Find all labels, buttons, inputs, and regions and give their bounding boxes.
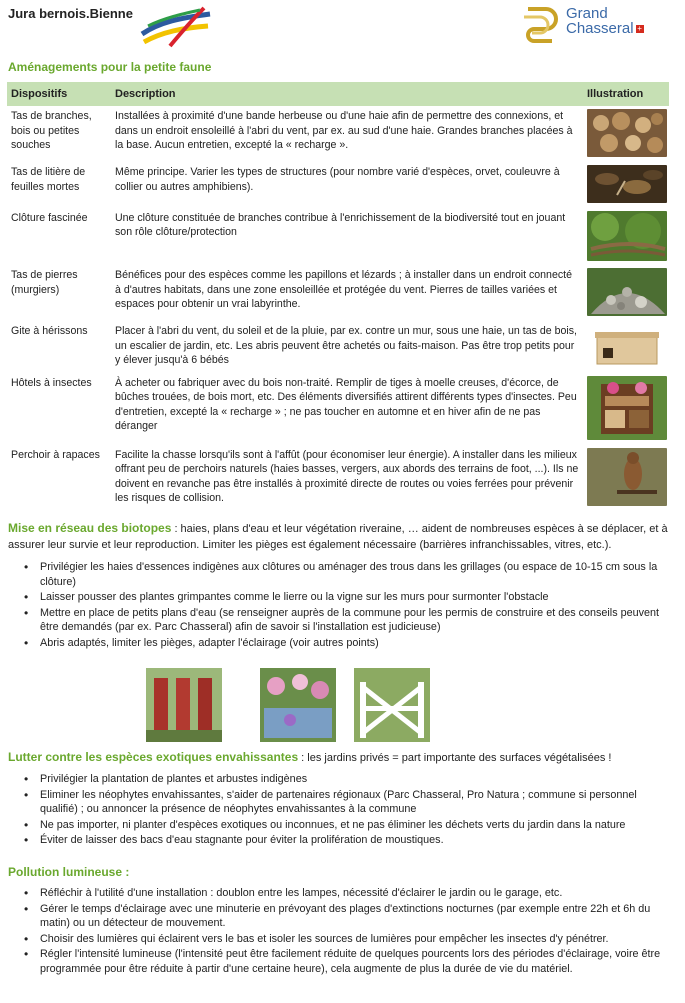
dispositif-name: Tas de litière de feuilles mortes (11, 166, 86, 193)
list-item: • Choisir des lumières qui éclairent vers le bas et isoler les sources de lumières pour empêcher les insectes d'y pénétrer. (22, 932, 670, 947)
list-item: • Privilégier la plantation de plantes et arbustes indigènes (22, 772, 670, 787)
climbing-plant-wall-image (146, 668, 222, 742)
table-row (7, 265, 669, 321)
network-photo-strip (146, 668, 436, 744)
section-network-intro: Mise en réseau des biotopes : haies, plans d'eau et leur végétation riveraine, … aident de nombreuses espèces à se déplacer, et à assurer leur survie et leur reproduction. Limiter les pièges est également nécessaire (barrières infranchissables, vitres, etc.). (8, 521, 668, 551)
table-row (7, 445, 669, 511)
dispositifs-table (7, 82, 669, 511)
leaf-litter-image (587, 165, 667, 203)
branch-pile-image (587, 109, 667, 157)
dispositif-name: Clôture fascinée (11, 211, 88, 224)
list-item: • Abris adaptés, limiter les pièges, adapter l'éclairage (voir autres points) (22, 636, 670, 651)
list-item: • Réfléchir à l'utilité d'une installation : doublon entre les lampes, nécessité d'éclairer le jardin ou le garage, etc. (22, 886, 670, 901)
list-item: • Ne pas importer, ni planter d'espèces exotiques ou inconnues, et ne pas éliminer les déchets verts du jardin dans la nature (22, 818, 670, 833)
invasive-bullet-list (22, 772, 670, 849)
table-row (7, 162, 669, 208)
section-light-header (8, 864, 668, 881)
raptor-perch-image (587, 448, 667, 506)
list-item: • Mettre en place de petits plans d'eau (se renseigner auprès de la commune pour les permis de construire et des conseils peuvent être demandés (par ex. Parc Chasseral) afin de savoir si l'installation est judicieuse) (22, 606, 670, 635)
dispositif-description: Installées à proximité d'une bande herbeuse ou d'une haie afin de permettre des connexions, et dans un endroit ensoleillé à l'abri du vent, par ex. au sud d'une haie. Grandes branches placées à la base. Aucun entretien, excepté la « recharge ». (115, 110, 573, 151)
fence-gap-image (354, 668, 430, 742)
dispositif-name: Tas de branches, bois ou petites souches (11, 110, 92, 151)
dispositif-name: Hôtels à insectes (11, 376, 92, 389)
dispositif-name: Gite à hérissons (11, 325, 88, 337)
stone-pile-image (587, 268, 667, 316)
garden-pond-flowers-image (260, 668, 336, 742)
hedgehog-house-image (587, 324, 667, 368)
dispositif-name: Perchoir à rapaces (11, 448, 100, 461)
table-row (7, 321, 669, 373)
list-item: • Eliminer les néophytes envahissantes, s'aider de partenaires régionaux (Parc Chasseral, Pro Natura ; commune si personnel qualifié) ; ou annoncer la présence de néophytes envahissantes à la commune (22, 788, 670, 817)
section-title-petite-faune: Aménagements pour la petite faune (8, 60, 212, 74)
swiss-flag-icon: + (637, 24, 642, 34)
partner-name: Grand Chasseral + (566, 5, 642, 37)
dispositif-description: Bénéfices pour des espèces comme les papillons et lézards ; à installer dans un endroit connecté à d'autres habitats, dans une zone ensoleillée et protégée du vent. Pierres de tailles variées et espaces pour obtenir un vrai labyrinthe. (115, 269, 572, 310)
column-header: Dispositifs (7, 82, 111, 106)
light-bullet-list (22, 886, 670, 977)
brand-logo-icon (140, 4, 212, 48)
section-title-network: Mise en réseau des biotopes (8, 521, 172, 535)
table-row (7, 208, 669, 266)
page-header (0, 0, 685, 52)
dispositif-description: Même principe. Varier les types de structures (pour nombre varié d'espèces, orvet, couleuvre à collier ou autres amphibiens). (115, 166, 560, 193)
list-item: • Régler l'intensité lumineuse (l'intensité peut être facilement réduite de quelques pourcents lors des périodes d'éclairage, voire être programmée pour être réduite à partir d'une certaine heure), cela augmente de plus la durée de vie du matériel. (22, 947, 670, 976)
list-item: • Éviter de laisser des bacs d'eau stagnante pour éviter la prolifération de moustiques. (22, 833, 670, 848)
list-item: • Laisser pousser des plantes grimpantes comme le lierre ou la vigne sur les murs pour surmonter l'obstacle (22, 590, 670, 605)
dispositif-description: À acheter ou fabriquer avec du bois non-traité. Remplir de tiges à moelle creuses, d'écorce, de bûches trouées, de bois mort, etc. Des éléments diversifiés attirent différents types d'insectes. Peu d'entretien, excepté la « recharge » ; ne pas toucher en automne et en hiver afin de ne pas déranger (115, 376, 577, 432)
section-title-light-pollution: Pollution lumineuse : (8, 865, 130, 879)
column-header: Illustration (583, 82, 669, 106)
brand-title: Jura bernois.Bienne (8, 6, 133, 21)
dispositif-description: Placer à l'abri du vent, du soleil et de la pluie, par ex. contre un mur, sous une haie, un tas de bois, un escalier de jardin, etc. Les abris peuvent être achetés ou faits-maison. Pas être trop petits pour y élever jusqu'à 6 bébés (115, 325, 577, 366)
dispositif-description: Facilite la chasse lorsqu'ils sont à l'affût (pour économiser leur énergie). A installer dans les milieux offrant peu de perchoirs naturels (haies basses, vergers, aux abords des terrains de foot, ...). Ils ne doivent en revanche pas être installés à proximité directe de routes ou voies ferrées pour prévenir les risques de collision. (115, 448, 579, 504)
section-title-invasive: Lutter contre les espèces exotiques envahissantes (8, 750, 299, 764)
table-row (7, 373, 669, 445)
insect-hotel-image (587, 376, 667, 440)
dispositif-name: Tas de pierres (murgiers) (11, 269, 78, 296)
grand-chasseral-logo-icon (520, 3, 560, 45)
network-bullet-list (22, 560, 670, 651)
list-item: • Gérer le temps d'éclairage avec une minuterie en prévoyant des plages d'extinctions nocturnes (par exemple entre 22h et 6h du matin) ou un détecteur de mouvement. (22, 902, 670, 931)
column-header: Description (111, 82, 583, 106)
woven-fence-image (587, 211, 667, 261)
dispositif-description: Une clôture constituée de branches contribue à l'enrichissement de la biodiversité tout en jouant son rôle clôture/protection (115, 211, 566, 238)
table-header-row (7, 82, 669, 106)
table-row (7, 106, 669, 162)
section-invasive-intro: Lutter contre les espèces exotiques envahissantes : les jardins privés = part importante des surfaces végétalisées ! (8, 750, 612, 764)
list-item: • Privilégier les haies d'essences indigènes aux clôtures ou aménager des trous dans les grillages (ou espace de 10-15 cm sous la clôture) (22, 560, 670, 589)
